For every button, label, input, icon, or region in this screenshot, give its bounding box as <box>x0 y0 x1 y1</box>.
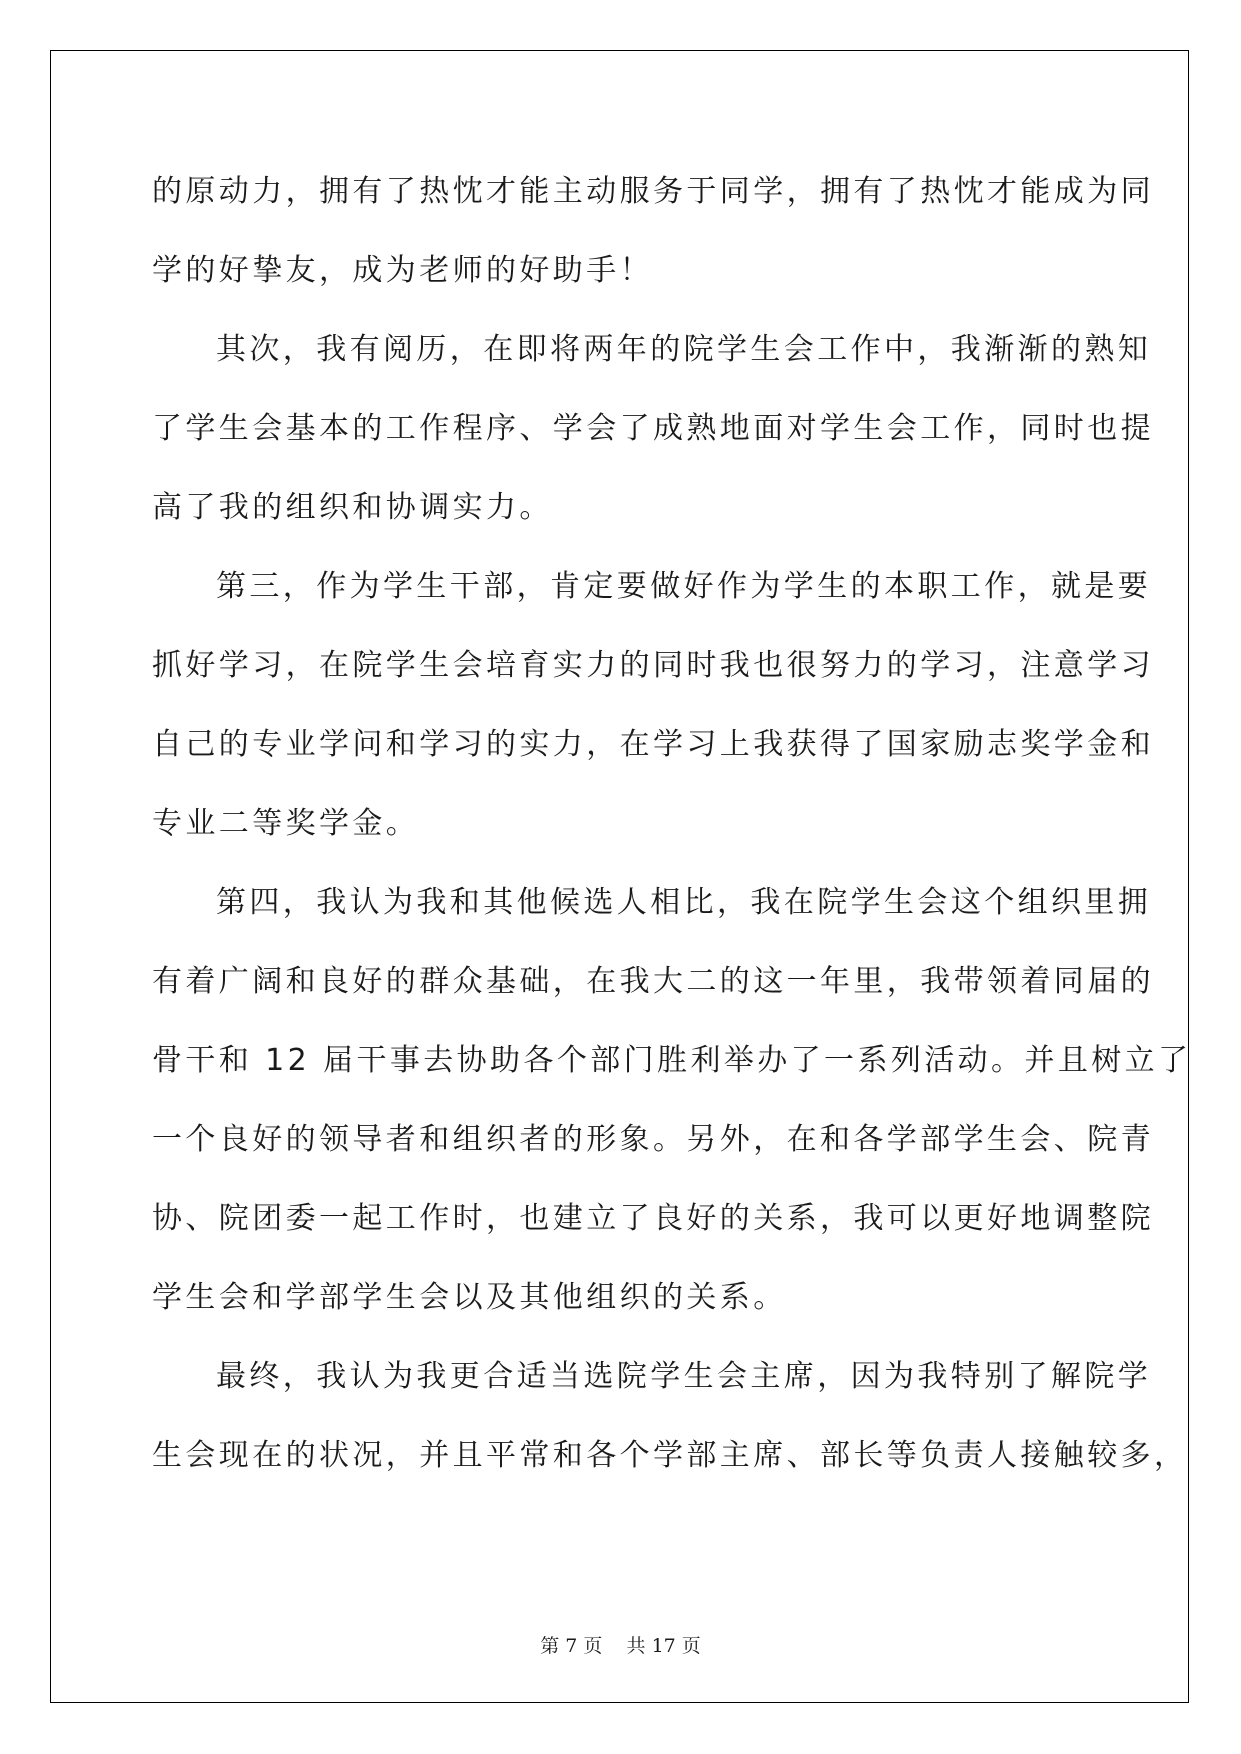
text-line: 生会现在的状况，并且平常和各个学部主席、部长等负责人接触较多， <box>152 1438 1188 1473</box>
paragraph-start-line: 其次，我有阅历，在即将两年的院学生会工作中，我渐渐的熟知 <box>216 332 1152 367</box>
text-line: 学的好挚友，成为老师的好助手！ <box>152 253 653 288</box>
paragraph-start-line: 最终，我认为我更合适当选院学生会主席，因为我特别了解院学 <box>216 1359 1152 1394</box>
paragraph-start-line: 第四，我认为我和其他候选人相比，我在院学生会这个组织里拥 <box>216 885 1152 920</box>
page-footer <box>0 1631 1241 1658</box>
text-line: 高了我的组织和协调实力。 <box>152 490 553 525</box>
page-number: 第 7 页 <box>540 1635 603 1657</box>
text-line: 抓好学习，在院学生会培育实力的同时我也很努力的学习，注意学习 <box>152 648 1154 683</box>
text-line: 一个良好的领导者和组织者的形象。另外，在和各学部学生会、院青 <box>152 1122 1154 1157</box>
text-line: 骨干和 12 届干事去协助各个部门胜利举办了一系列活动。并且树立了 <box>152 1043 1192 1078</box>
text-line: 有着广阔和良好的群众基础，在我大二的这一年里，我带领着同届的 <box>152 964 1154 999</box>
text-line: 了学生会基本的工作程序、学会了成熟地面对学生会工作，同时也提 <box>152 411 1154 446</box>
paragraph-start-line: 第三，作为学生干部，肯定要做好作为学生的本职工作，就是要 <box>216 569 1152 604</box>
text-line: 的原动力，拥有了热忱才能主动服务于同学，拥有了热忱才能成为同 <box>152 174 1154 209</box>
page-total: 共 17 页 <box>626 1635 701 1657</box>
text-line: 自己的专业学问和学习的实力，在学习上我获得了国家励志奖学金和 <box>152 727 1154 762</box>
text-line: 学生会和学部学生会以及其他组织的关系。 <box>152 1280 787 1315</box>
document-body <box>152 152 1192 1495</box>
text-line: 专业二等奖学金。 <box>152 806 420 841</box>
text-line: 协、院团委一起工作时，也建立了良好的关系，我可以更好地调整院 <box>152 1201 1154 1236</box>
